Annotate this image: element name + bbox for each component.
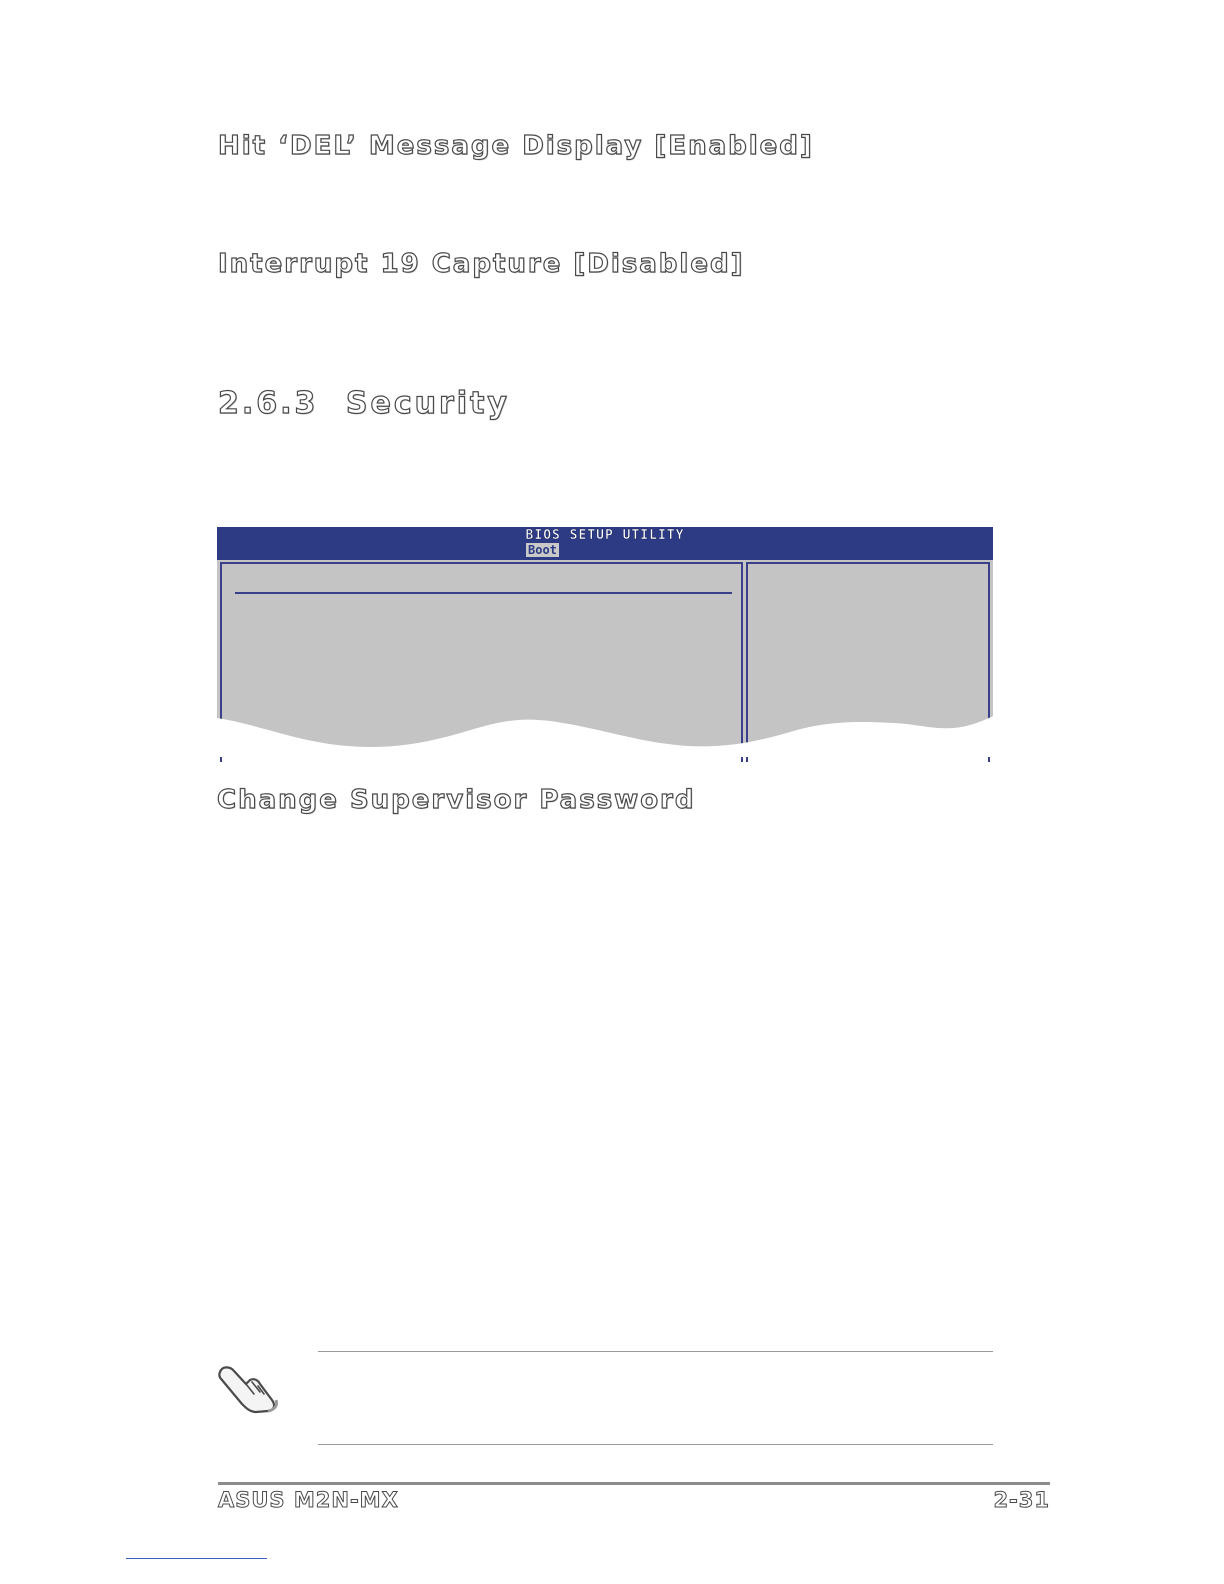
bios-tab-boot[interactable]: Boot [528, 543, 557, 557]
section-title-security: 2.6.3 Security [218, 386, 510, 421]
footer-rule [218, 1482, 1050, 1485]
bios-header-bar [217, 527, 993, 560]
heading-interrupt-19-capture: Interrupt 19 Capture [Disabled] [218, 249, 745, 279]
note-bottom-rule [318, 1444, 993, 1445]
note-top-rule [318, 1351, 993, 1352]
footer-page-number: 2-31 [993, 1488, 1050, 1512]
pointing-hand-icon [216, 1362, 282, 1414]
heading-change-supervisor-password: Change Supervisor Password [217, 785, 696, 815]
bios-screenshot [217, 527, 993, 752]
link-underline[interactable] [126, 1558, 267, 1559]
footer-product-name: ASUS M2N-MX [218, 1488, 399, 1512]
bios-title: BIOS SETUP UTILITY [525, 528, 685, 543]
bios-panel-divider [235, 592, 732, 594]
heading-hit-del-message: Hit ‘DEL’ Message Display [Enabled] [218, 131, 814, 161]
torn-edge-mask [217, 712, 993, 757]
